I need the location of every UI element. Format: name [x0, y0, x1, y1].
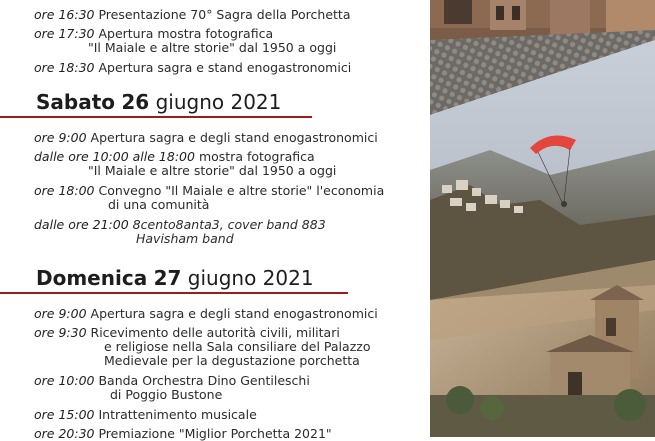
event-text: mostra fotografica: [198, 149, 315, 164]
event-row: [34, 407, 257, 422]
day-number: 27: [153, 266, 182, 290]
day-heading-saturday: [36, 90, 281, 114]
event-text: Convegno "Il Maiale e altre storie" l'economia: [98, 183, 385, 198]
event-text: Apertura sagra e degli stand enogastronomici: [90, 130, 378, 145]
day-name: Sabato: [36, 90, 116, 114]
event-row: [34, 373, 310, 388]
event-row: [34, 426, 332, 441]
photo-collage-art: [430, 0, 655, 437]
event-continuation: di Poggio Bustone: [110, 387, 223, 402]
photo-collage: [430, 0, 655, 437]
event-text: 8cento8anta3, cover band 883: [132, 217, 326, 232]
event-continuation: Havisham band: [136, 231, 234, 246]
heading-underline: [0, 292, 348, 294]
event-continuation: "Il Maiale e altre storie" dal 1950 a oggi: [88, 40, 337, 55]
event-row: [34, 26, 273, 41]
event-row: [34, 306, 378, 321]
event-row: [34, 130, 378, 145]
event-time: ore 9:00: [34, 306, 87, 321]
event-time: ore 16:30: [34, 7, 95, 22]
event-time: ore 17:30: [34, 26, 95, 41]
event-text: Ricevimento delle autorità civili, militari: [90, 325, 340, 340]
event-continuation: e religiose nella Sala consiliare del Palazzo: [104, 339, 371, 354]
event-time: ore 10:00: [34, 373, 95, 388]
event-text: Intrattenimento musicale: [98, 407, 257, 422]
event-row: [34, 60, 351, 75]
day-number: 26: [121, 90, 150, 114]
event-row: [34, 7, 350, 22]
event-time: dalle ore 21:00: [34, 217, 129, 232]
day-heading-sunday: [36, 266, 314, 290]
event-row: [34, 183, 384, 198]
event-text: Apertura mostra fotografica: [98, 26, 274, 41]
event-text: Banda Orchestra Dino Gentileschi: [98, 373, 310, 388]
event-text: Presentazione 70° Sagra della Porchetta: [98, 7, 351, 22]
event-text: Premiazione "Miglior Porchetta 2021": [98, 426, 332, 441]
day-month: giugno 2021: [187, 266, 314, 290]
event-continuation: di una comunità: [108, 197, 210, 212]
event-text: Apertura sagra e stand enogastronomici: [98, 60, 352, 75]
event-time: ore 15:00: [34, 407, 95, 422]
event-continuation: "Il Maiale e altre storie" dal 1950 a oggi: [88, 163, 337, 178]
event-row: [34, 325, 340, 340]
event-row: [34, 149, 315, 164]
event-time: dalle ore 10:00 alle 18:00: [34, 149, 195, 164]
day-month: giugno 2021: [155, 90, 282, 114]
event-text: Apertura sagra e degli stand enogastronomici: [90, 306, 378, 321]
heading-underline: [0, 116, 312, 118]
event-time: ore 20:30: [34, 426, 95, 441]
event-time: ore 9:00: [34, 130, 87, 145]
day-name: Domenica: [36, 266, 148, 290]
event-row: [34, 217, 326, 232]
event-time: ore 18:30: [34, 60, 95, 75]
event-time: ore 18:00: [34, 183, 95, 198]
event-continuation: Medievale per la degustazione porchetta: [104, 353, 360, 368]
event-time: ore 9:30: [34, 325, 87, 340]
